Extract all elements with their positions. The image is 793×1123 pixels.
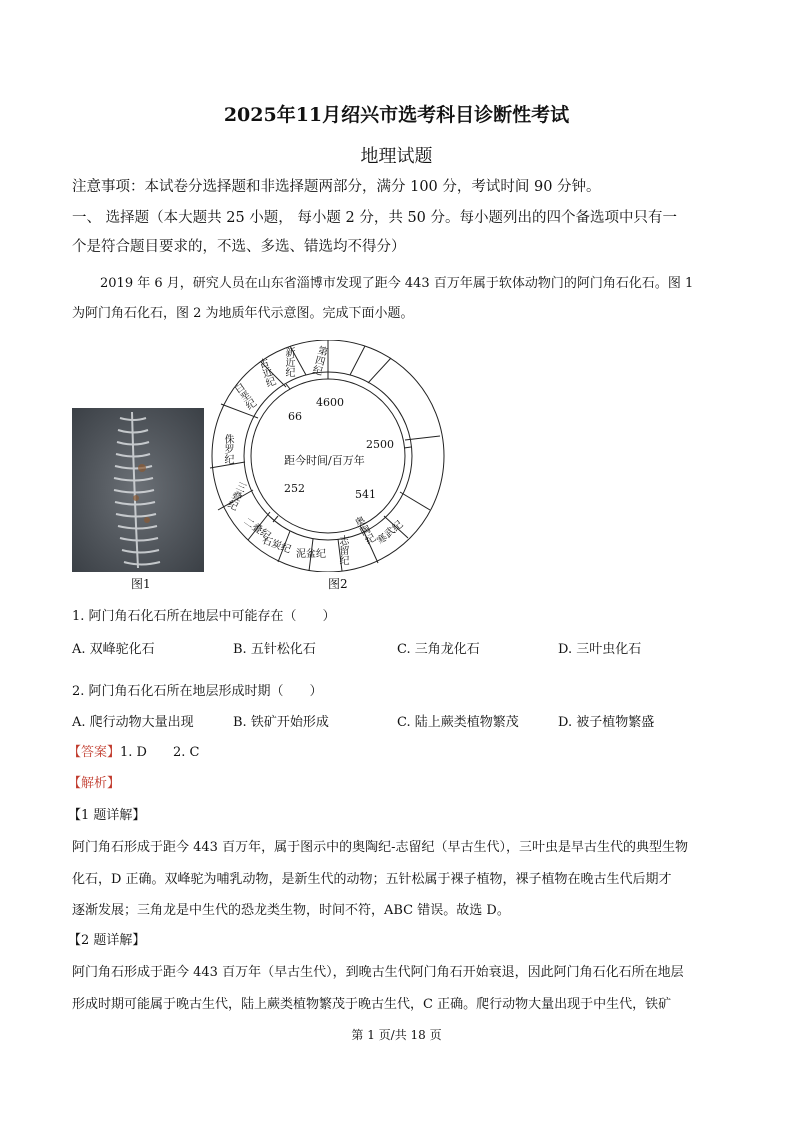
q1-analysis-line-1: 阿门角石形成于距今 443 百万年，属于图示中的奥陶纪-志留纪（早古生代），三叶虫是早古生代的典型生物: [72, 840, 688, 855]
page-title: 2025年11月绍兴市选考科目诊断性考试: [223, 104, 570, 126]
period-jurassic: 侏罗纪: [222, 434, 233, 464]
q2-option-a: A. 爬行动物大量出现: [72, 715, 194, 730]
intro-line-1: 2019 年 6 月，研究人员在山东省淄博市发现了距今 443 百万年属于软体动物门的阿门角石化石。图 1: [100, 276, 694, 291]
section-heading-line-2: 个是符合题目要求的，不选、多选、错选均不得分）: [72, 239, 406, 255]
q2-analysis-line-2: 形成时期可能属于晚古生代，陆上蕨类植物繁茂于晚古生代，C 正确。爬行动物大量出现于中生代，铁矿: [72, 997, 672, 1012]
period-cambrian: 寒武纪: [375, 519, 406, 547]
number-541: 541: [355, 488, 376, 501]
q2-option-b: B. 铁矿开始形成: [233, 715, 329, 730]
q1-analysis-line-3: 逐渐发展；三角龙是中生代的恐龙类生物，时间不符，ABC 错误。故选 D。: [72, 903, 510, 918]
number-4600: 4600: [316, 396, 344, 409]
number-252: 252: [284, 482, 305, 495]
q1-option-c: C. 三角龙化石: [397, 642, 480, 657]
period-neogene: 新近纪: [283, 347, 294, 377]
notice: 注意事项：本试卷分选择题和非选择题两部分，满分 100 分，考试时间 90 分钟。: [72, 179, 601, 195]
q1-analysis-line-2: 化石，D 正确。双峰驼为哺乳动物，是新生代的动物；五针松属于裸子植物，裸子植物在晚古生代后期才: [72, 872, 672, 887]
q2-analysis-line-1: 阿门角石形成于距今 443 百万年（早古生代），到晚古生代阿门角石开始衰退，因此阿门角石化石所在地层: [72, 965, 684, 980]
period-devonian: 泥盆纪: [296, 549, 326, 560]
q2-analysis-label: 【2 题详解】: [68, 933, 146, 948]
question-1-stem: 1. 阿门角石化石所在地层中可能存在（ ）: [72, 609, 336, 624]
period-quaternary: 第四纪: [309, 344, 328, 376]
period-cretaceous: 白垩纪: [230, 381, 257, 413]
period-carboniferous: 石炭纪: [260, 535, 293, 556]
q1-option-b: B. 五针松化石: [233, 642, 316, 657]
center-label: 距今时间/百万年: [284, 454, 365, 467]
number-66: 66: [288, 410, 302, 423]
q2-option-c: C. 陆上蕨类植物繁茂: [397, 715, 519, 730]
q1-option-a: A. 双峰驼化石: [72, 642, 155, 657]
intro-line-2: 为阿门角石化石，图 2 为地质年代示意图。完成下面小题。: [72, 306, 414, 321]
q2-option-d: D. 被子植物繁盛: [558, 715, 655, 730]
fig2-caption: 图2: [328, 577, 348, 591]
fossil-photo: [72, 408, 204, 572]
question-2-stem: 2. 阿门角石化石所在地层形成时期（ ）: [72, 684, 323, 699]
period-permian: 二叠纪: [241, 516, 273, 543]
section-heading-line-1: 一、 选择题（本大题共 25 小题， 每小题 2 分，共 50 分。每小题列出的四个备选项中只有一: [72, 210, 677, 226]
period-ordovician: 奥陶纪: [351, 515, 376, 547]
q1-option-d: D. 三叶虫化石: [558, 642, 642, 657]
period-silurian: 志留纪: [337, 535, 348, 565]
period-triassic: 三叠纪: [224, 479, 247, 511]
number-2500: 2500: [366, 438, 394, 451]
answer-content: 1. D 2. C: [120, 745, 200, 760]
page-footer: 第 1 页/共 18 页: [351, 1028, 442, 1042]
period-paleogene: 古近纪: [255, 357, 276, 389]
page-subtitle: 地理试题: [360, 146, 433, 167]
answer-label: 【答案】: [68, 745, 121, 760]
q1-analysis-label: 【1 题详解】: [68, 808, 146, 823]
analysis-label: 【解析】: [68, 776, 121, 791]
answer-line: [68, 741, 199, 760]
fig1-caption: 图1: [131, 577, 151, 591]
